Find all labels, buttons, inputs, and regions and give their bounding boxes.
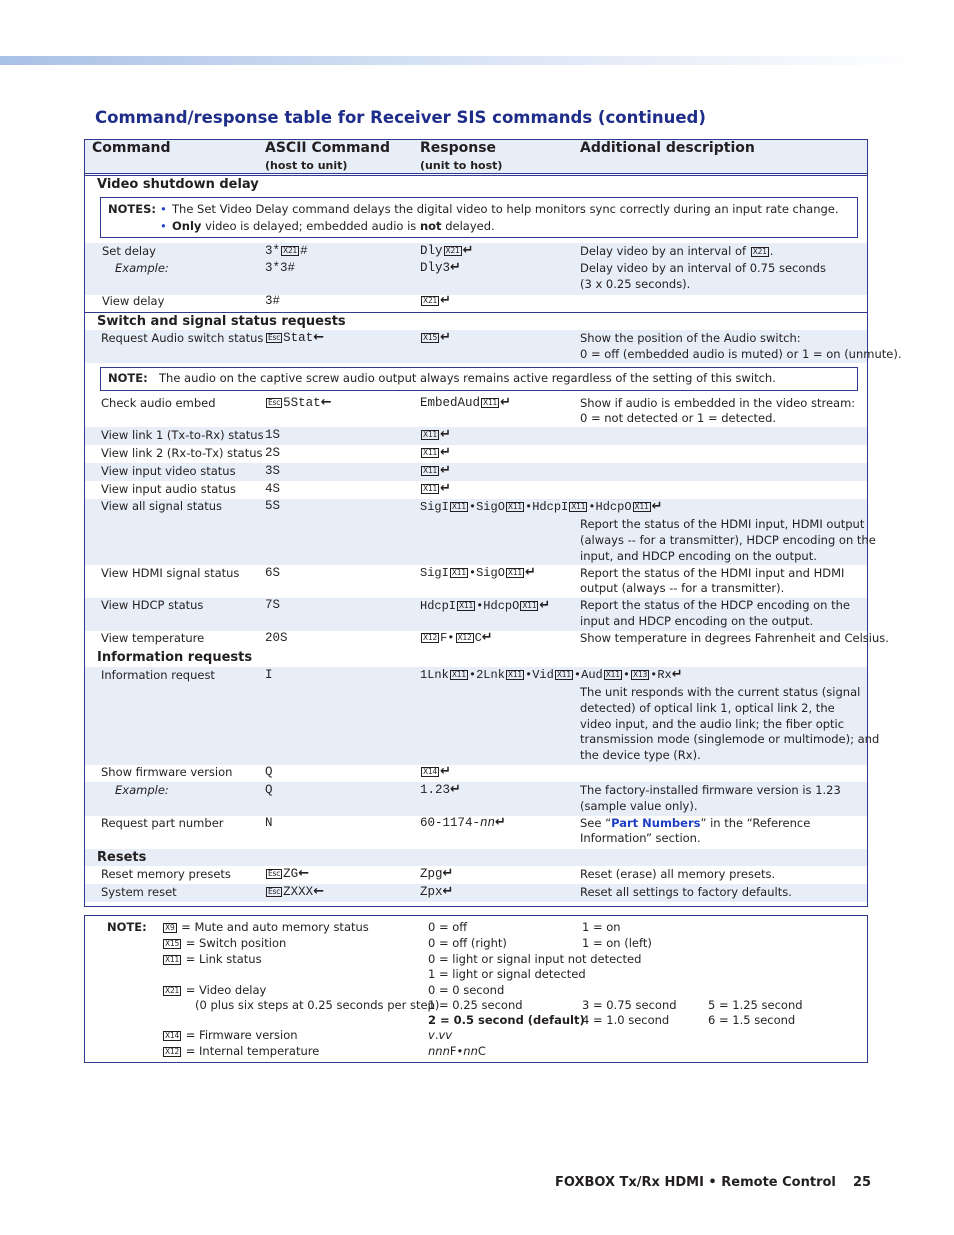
resp-input-audio: X11 ↵ (423, 481, 451, 496)
col-header-ascii: ASCII Command (265, 140, 390, 156)
notes-label: NOTES: (108, 202, 156, 216)
notes-line2: Only video is delayed; embedded audio is not delayed. (172, 219, 495, 233)
desc-audio-switch-2: 0 = off (embedded audio is muted) or 1 = on (unmute). (580, 347, 902, 361)
resp-firmware: X14 ↵ (423, 764, 451, 779)
ascii-audio-embed: Esc 5Stat← (268, 395, 332, 410)
cmd-audio-switch: Request Audio switch status (101, 331, 264, 345)
notes-line1: The Set Video Delay command delays the digital video to help monitors sync correctly during an input rate change. (172, 202, 839, 216)
ascii-firmware-example: Q (265, 783, 273, 797)
cmd-audio-embed: Check audio embed (101, 396, 216, 410)
desc-hdmi-signal-2: output (always -- for a transmitter). (580, 581, 785, 595)
resp-set-delay-example: Dly3↵ (420, 260, 461, 275)
resp-link2: X11 ↵ (423, 445, 451, 460)
col-header-description: Additional description (580, 140, 755, 156)
bullet: • (160, 219, 167, 233)
legend-x21-v4: 4 = 1.0 second (582, 1013, 670, 1027)
legend-x14: X14 = Firmware version (165, 1028, 298, 1042)
cmd-set-delay: Set delay (102, 244, 156, 258)
desc-info-5: the device type (Rx). (580, 748, 701, 762)
cmd-link1: View link 1 (Tx-to-Rx) status (101, 428, 264, 442)
resp-firmware-example: 1.23↵ (420, 782, 461, 797)
desc-hdcp-2: input and HDCP encoding on the output. (580, 614, 814, 628)
desc-info-1: The unit responds with the current status (signal (580, 685, 861, 699)
legend-x9: X9 = Mute and auto memory status (165, 920, 369, 934)
example-label: Example: (115, 261, 169, 275)
ascii-audio-switch: Esc Stat← (268, 330, 325, 345)
desc-set-delay-example-2: (3 x 0.25 seconds). (580, 277, 691, 291)
resp-system-reset: Zpx↵ (420, 884, 454, 899)
resp-part-number: 60-1174-nn↵ (420, 815, 506, 830)
ascii-system-reset: Esc ZXXX← (268, 884, 325, 899)
desc-audio-switch-1: Show the position of the Audio switch: (580, 331, 801, 345)
desc-info-3: video input, and the audio link; the fiber optic (580, 717, 845, 731)
bullet: • (160, 202, 167, 216)
note-box (100, 367, 858, 391)
section-switch-signal: Switch and signal status requests (97, 314, 346, 329)
desc-part-number-1: See “Part Numbers” in the “Reference (580, 816, 811, 830)
cmd-hdcp: View HDCP status (101, 598, 204, 612)
notes-box (100, 197, 858, 238)
legend-x21-v2: 2 = 0.5 second (default) (428, 1013, 585, 1027)
legend-x12: X12 = Internal temperature (165, 1044, 320, 1058)
ascii-hdmi-signal: 6S (265, 566, 281, 580)
resp-link1: X11 ↵ (423, 427, 451, 442)
cmd-firmware: Show firmware version (101, 765, 233, 779)
legend-x21-v1: 1 = 0.25 second (428, 998, 523, 1012)
cmd-input-audio: View input audio status (101, 482, 237, 496)
legend-x21: X21 = Video delay (165, 983, 267, 997)
note-text: The audio on the captive screw audio output always remains active regardless of the setting of this switch. (159, 371, 776, 385)
desc-firmware-2: (sample value only). (580, 799, 698, 813)
section-resets: Resets (97, 850, 147, 865)
legend-x12-value: nnnF•nnC (428, 1044, 486, 1058)
resp-reset-memory: Zpg↵ (420, 866, 454, 881)
desc-hdcp-1: Report the status of the HDCP encoding on the (580, 598, 851, 612)
cmd-part-number: Request part number (101, 816, 224, 830)
desc-hdmi-signal-1: Report the status of the HDMI input and HDMI (580, 566, 845, 580)
cmd-view-delay: View delay (102, 294, 165, 308)
desc-part-number-2: Information” section. (580, 831, 701, 845)
part-numbers-link[interactable]: Part Numbers (611, 816, 701, 830)
resp-audio-switch: X15 ↵ (423, 330, 451, 345)
resp-info-request: 1Lnk X11 •2Lnk X11 •Vid X11 •Aud X11 • X13 •Rx↵ (420, 667, 683, 682)
cmd-input-video: View input video status (101, 464, 236, 478)
top-gradient-bar (0, 56, 930, 65)
legend-x11: X11 = Link status (165, 952, 262, 966)
legend-x21-sub: (0 plus six steps at 0.25 seconds per step) (195, 998, 440, 1012)
cmd-all-signal: View all signal status (101, 499, 223, 513)
desc-temp: Show temperature in degrees Fahrenheit and Celsius. (580, 631, 889, 645)
legend-x21-v5: 5 = 1.25 second (708, 998, 803, 1012)
ascii-set-delay: 3* X21 # (265, 244, 308, 258)
ascii-input-video: 3S (265, 464, 281, 478)
desc-info-4: transmission mode (singlemode or multimode); and (580, 732, 880, 746)
resp-temp: X12 F• X12 C↵ (423, 630, 493, 645)
ascii-all-signal: 5S (265, 499, 281, 513)
col-header-response-sub: (unit to host) (420, 159, 503, 172)
ascii-temp: 20S (265, 631, 288, 645)
col-header-response: Response (420, 140, 497, 156)
legend-x15-v1: 0 = off (right) (428, 936, 507, 950)
page-title: Command/response table for Receiver SIS commands (continued) (95, 108, 706, 127)
col-header-command: Command (92, 140, 171, 156)
example-label: Example: (115, 783, 169, 797)
section-video-shutdown: Video shutdown delay (97, 177, 259, 192)
legend-x15: X15 = Switch position (165, 936, 287, 950)
desc-set-delay-example-1: Delay video by an interval of 0.75 seconds (580, 261, 826, 275)
resp-view-delay: X21 ↵ (423, 293, 451, 308)
desc-info-2: detected) of optical link 1, optical link 2, the (580, 701, 835, 715)
legend-x14-value: v.vv (428, 1028, 453, 1042)
legend-x21-v3: 3 = 0.75 second (582, 998, 677, 1012)
cmd-link2: View link 2 (Rx-to-Tx) status (101, 446, 263, 460)
resp-hdmi-signal: SigI X11 •SigO X11 ↵ (420, 565, 536, 580)
col-header-ascii-sub: (host to unit) (265, 159, 348, 172)
ascii-reset-memory: Esc ZG← (268, 866, 310, 881)
legend-x9-v1: 0 = off (428, 920, 468, 934)
desc-all-signal-3: input, and HDCP encoding on the output. (580, 549, 817, 563)
desc-firmware-1: The factory-installed firmware version is 1.23 (580, 783, 841, 797)
section-information: Information requests (97, 650, 253, 665)
legend-x11-v2: 1 = light or signal detected (428, 967, 586, 981)
desc-reset-memory: Reset (erase) all memory presets. (580, 867, 776, 881)
legend-x21-v0: 0 = 0 second (428, 983, 505, 997)
resp-audio-embed: EmbedAud X11 ↵ (420, 395, 512, 410)
resp-set-delay: Dly X21 ↵ (420, 243, 474, 258)
cmd-info-request: Information request (101, 668, 215, 682)
desc-set-delay: Delay video by an interval of X21 . (580, 244, 774, 258)
ascii-view-delay: 3# (265, 294, 281, 308)
desc-system-reset: Reset all settings to factory defaults. (580, 885, 792, 899)
legend-x15-v2: 1 = on (left) (582, 936, 652, 950)
legend-note-label: NOTE: (107, 920, 147, 934)
ascii-set-delay-example: 3*3# (265, 261, 296, 275)
ascii-hdcp: 7S (265, 598, 281, 612)
cmd-system-reset: System reset (101, 885, 177, 899)
desc-audio-embed-2: 0 = not detected or 1 = detected. (580, 411, 777, 425)
ascii-info-request: I (265, 668, 273, 682)
legend-x11-v1: 0 = light or signal input not detected (428, 952, 642, 966)
ascii-firmware: Q (265, 765, 273, 779)
legend-x21-v6: 6 = 1.5 second (708, 1013, 796, 1027)
desc-audio-embed-1: Show if audio is embedded in the video stream: (580, 396, 856, 410)
page-number: 25 (853, 1175, 872, 1190)
resp-input-video: X11 ↵ (423, 463, 451, 478)
footer-text: FOXBOX Tx/Rx HDMI • Remote Control (555, 1175, 836, 1190)
desc-all-signal-1: Report the status of the HDMI input, HDMI output (580, 517, 865, 531)
cmd-reset-memory: Reset memory presets (101, 867, 231, 881)
cmd-temp: View temperature (101, 631, 205, 645)
legend-x9-v2: 1 = on (582, 920, 621, 934)
ascii-input-audio: 4S (265, 482, 281, 496)
ascii-link1: 1S (265, 428, 281, 442)
resp-hdcp: HdcpI X11 •HdcpO X11 ↵ (420, 598, 551, 613)
resp-all-signal: SigI X11 •SigO X11 •HdcpI X11 •HdcpO X11 ↵ (420, 499, 663, 514)
note-label: NOTE: (108, 371, 148, 385)
desc-all-signal-2: (always -- for a transmitter), HDCP encoding on the (580, 533, 876, 547)
ascii-link2: 2S (265, 446, 281, 460)
cmd-hdmi-signal: View HDMI signal status (101, 566, 240, 580)
ascii-part-number: N (265, 816, 273, 830)
